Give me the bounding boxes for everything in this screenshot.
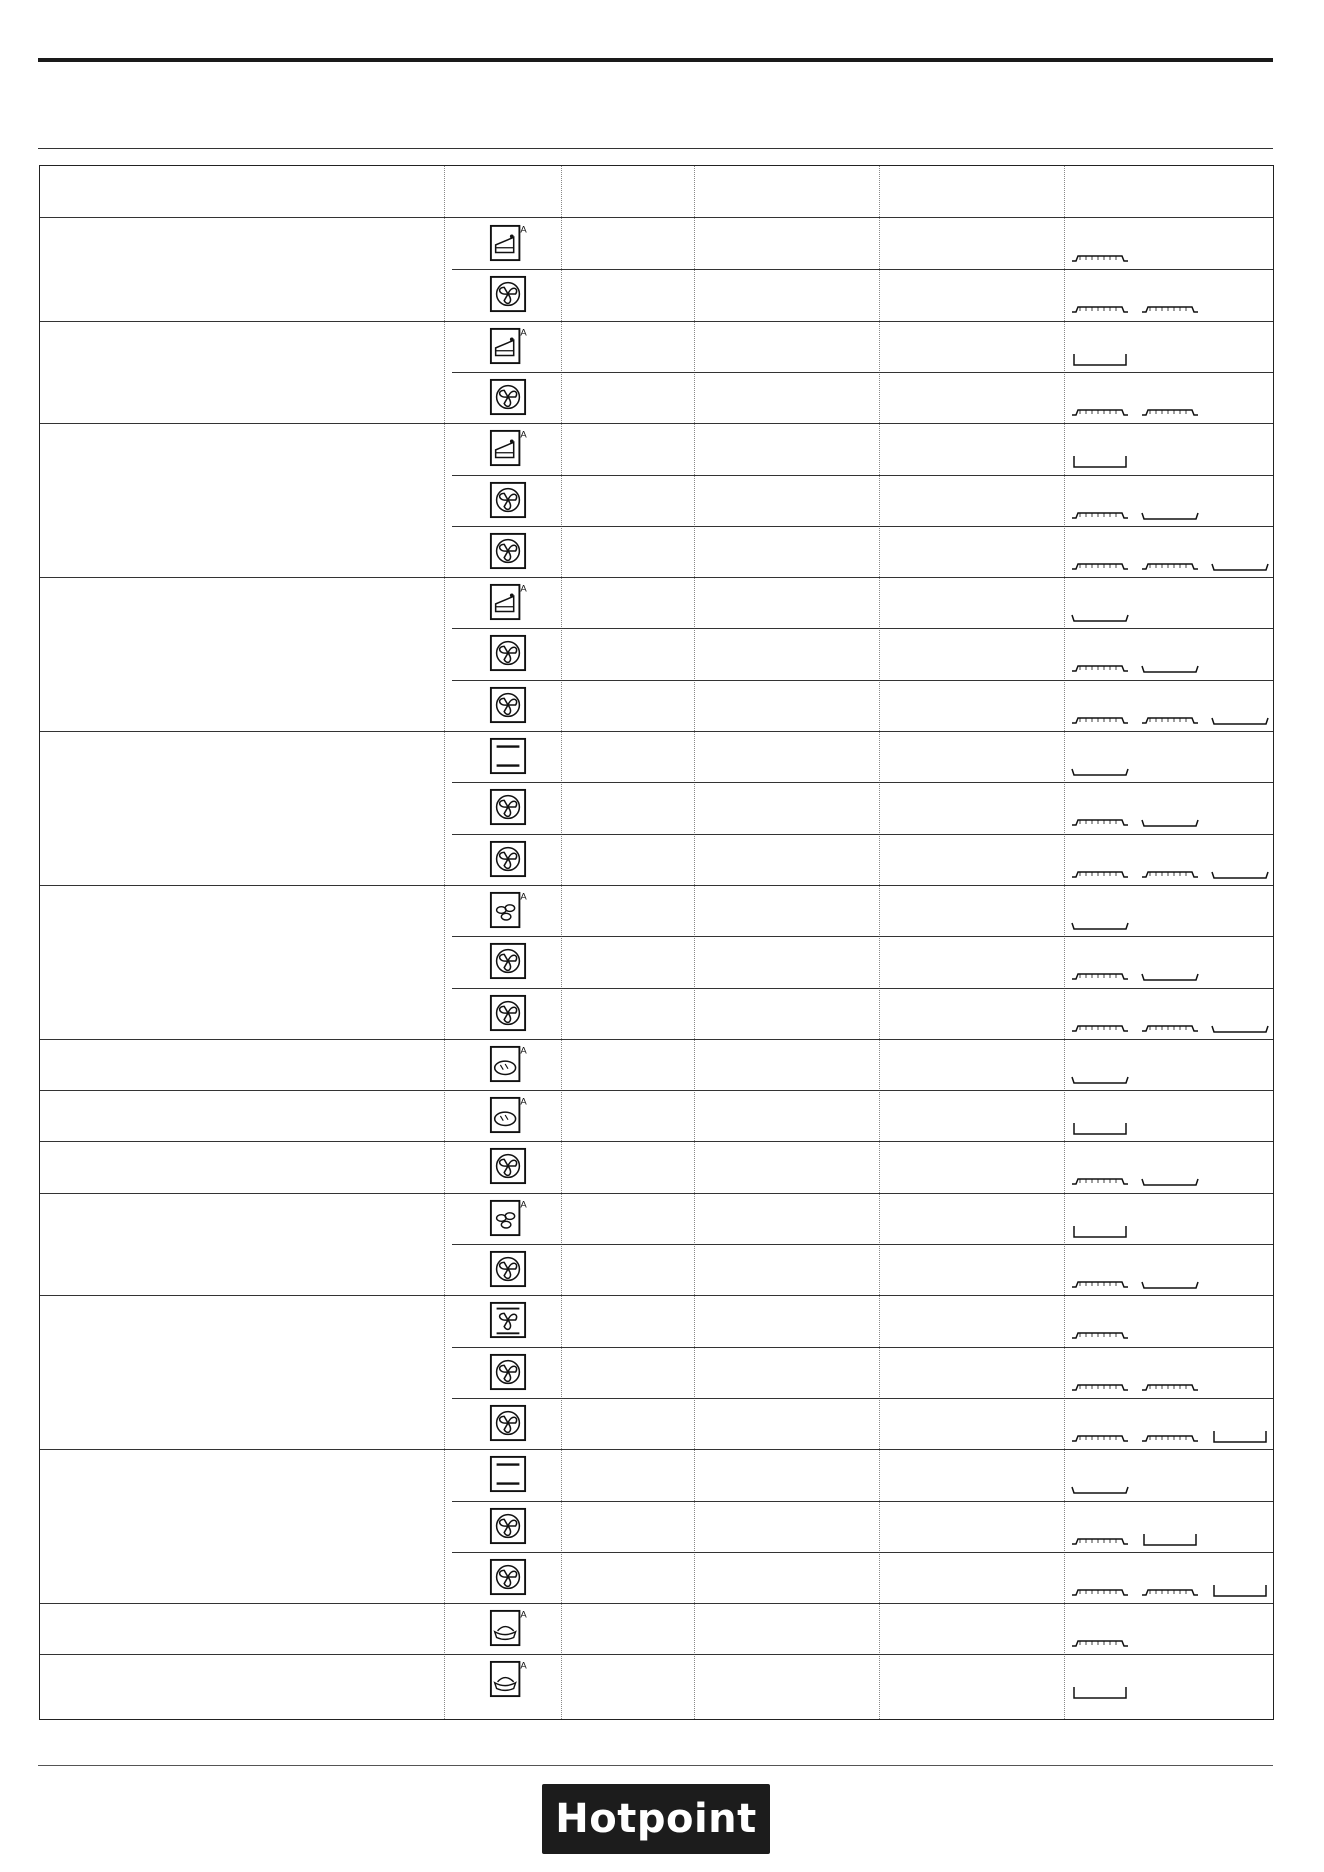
fan-icon <box>489 378 527 416</box>
pie-auto-icon <box>489 1609 527 1647</box>
flat-tray-shelf-icon <box>1210 1018 1270 1034</box>
group-divider <box>40 1603 1273 1604</box>
row-divider <box>452 372 1273 373</box>
rack-shelf-icon <box>1070 1171 1130 1187</box>
cake-auto-icon <box>489 583 527 621</box>
group-divider <box>40 423 1273 424</box>
footer-rule <box>38 1765 1273 1766</box>
rack-shelf-icon <box>1140 1428 1200 1444</box>
row-divider <box>452 1244 1273 1245</box>
fan-icon <box>489 1147 527 1185</box>
row-divider <box>452 834 1273 835</box>
group-divider <box>40 1193 1273 1194</box>
row-divider <box>452 782 1273 783</box>
rack-shelf-icon <box>1070 1325 1130 1341</box>
fan-icon <box>489 942 527 980</box>
svg-text:A: A <box>520 327 527 339</box>
col-divider <box>694 166 695 1719</box>
deep-tray-shelf-icon <box>1070 453 1130 469</box>
deep-tray-shelf-icon <box>1210 1428 1270 1444</box>
flat-tray-shelf-icon <box>1140 812 1200 828</box>
col-divider <box>1064 166 1065 1719</box>
rack-shelf-icon <box>1070 1377 1130 1393</box>
svg-text:A: A <box>520 891 527 903</box>
rack-shelf-icon <box>1070 812 1130 828</box>
rack-shelf-icon <box>1070 505 1130 521</box>
row-divider <box>452 988 1273 989</box>
group-divider <box>40 1141 1273 1142</box>
rack-shelf-icon <box>1070 556 1130 572</box>
col-divider <box>444 166 445 1719</box>
fan-icon <box>489 994 527 1032</box>
rack-shelf-icon <box>1140 556 1200 572</box>
cookies-auto-icon <box>489 1199 527 1237</box>
row-divider <box>452 680 1273 681</box>
svg-text:A: A <box>520 1045 527 1057</box>
row-divider <box>452 269 1273 270</box>
flat-tray-shelf-icon <box>1210 556 1270 572</box>
fan-icon <box>489 1558 527 1596</box>
group-divider <box>40 1295 1273 1296</box>
rack-shelf-icon <box>1140 299 1200 315</box>
top-rule <box>38 58 1273 62</box>
bread-auto-icon <box>489 1045 527 1083</box>
group-divider <box>40 577 1273 578</box>
rack-shelf-icon <box>1140 1018 1200 1034</box>
fan-icon <box>489 1250 527 1288</box>
flat-tray-shelf-icon <box>1070 761 1130 777</box>
flat-tray-shelf-icon <box>1210 710 1270 726</box>
deep-tray-shelf-icon <box>1070 1120 1130 1136</box>
svg-text:A: A <box>520 1096 527 1108</box>
rack-shelf-icon <box>1070 658 1130 674</box>
conventional-icon <box>489 737 527 775</box>
group-divider <box>40 885 1273 886</box>
bread-auto-icon <box>489 1096 527 1134</box>
rack-shelf-icon <box>1070 1018 1130 1034</box>
header-rule <box>38 148 1273 149</box>
svg-text:A: A <box>520 429 527 441</box>
group-divider <box>40 731 1273 732</box>
group-divider <box>40 1090 1273 1091</box>
flat-tray-shelf-icon <box>1140 505 1200 521</box>
row-divider <box>452 936 1273 937</box>
logo-text: Hotpoint <box>555 1796 757 1842</box>
flat-tray-shelf-icon <box>1070 1069 1130 1085</box>
flat-tray-shelf-icon <box>1070 1479 1130 1495</box>
rack-shelf-icon <box>1140 710 1200 726</box>
fan-icon <box>489 481 527 519</box>
flat-tray-shelf-icon <box>1140 1274 1200 1290</box>
hotpoint-logo <box>542 1784 770 1854</box>
row-divider <box>452 1398 1273 1399</box>
svg-text:A: A <box>520 1199 527 1211</box>
row-divider <box>452 475 1273 476</box>
svg-text:A: A <box>520 1609 527 1621</box>
flat-tray-shelf-icon <box>1140 658 1200 674</box>
deep-tray-shelf-icon <box>1070 1684 1130 1700</box>
rack-shelf-icon <box>1140 864 1200 880</box>
deep-tray-shelf-icon <box>1070 1223 1130 1239</box>
row-divider <box>452 628 1273 629</box>
rack-shelf-icon <box>1140 402 1200 418</box>
rack-shelf-icon <box>1070 1531 1130 1547</box>
svg-text:A: A <box>520 224 527 236</box>
row-divider <box>452 1552 1273 1553</box>
col-divider <box>561 166 562 1719</box>
group-divider <box>40 1039 1273 1040</box>
cookies-auto-icon <box>489 891 527 929</box>
rack-shelf-icon <box>1070 1274 1130 1290</box>
cake-auto-icon <box>489 429 527 467</box>
deep-tray-shelf-icon <box>1140 1531 1200 1547</box>
group-divider <box>40 1449 1273 1450</box>
fan-icon <box>489 686 527 724</box>
fan-icon <box>489 1507 527 1545</box>
conventional-icon <box>489 1455 527 1493</box>
svg-text:A: A <box>520 1660 527 1672</box>
row-divider <box>452 526 1273 527</box>
row-divider <box>452 1347 1273 1348</box>
svg-text:A: A <box>520 583 527 595</box>
flat-tray-shelf-icon <box>1140 966 1200 982</box>
baking-table <box>39 165 1274 1720</box>
fan-icon <box>489 840 527 878</box>
pie-auto-icon <box>489 1660 527 1698</box>
deep-tray-shelf-icon <box>1070 351 1130 367</box>
flat-tray-shelf-icon <box>1140 1171 1200 1187</box>
row-divider <box>452 1501 1273 1502</box>
fan-icon <box>489 1353 527 1391</box>
fan-icon <box>489 532 527 570</box>
rack-shelf-icon <box>1070 966 1130 982</box>
rack-shelf-icon <box>1070 1428 1130 1444</box>
rack-shelf-icon <box>1070 864 1130 880</box>
rack-shelf-icon <box>1070 402 1130 418</box>
col-divider <box>879 166 880 1719</box>
deep-tray-shelf-icon <box>1210 1582 1270 1598</box>
cake-auto-icon <box>489 327 527 365</box>
group-divider <box>40 321 1273 322</box>
rack-shelf-icon <box>1070 248 1130 264</box>
flat-tray-shelf-icon <box>1070 915 1130 931</box>
rack-shelf-icon <box>1070 710 1130 726</box>
fan-grill-icon <box>489 1301 527 1339</box>
rack-shelf-icon <box>1140 1582 1200 1598</box>
fan-icon <box>489 634 527 672</box>
header-row-divider <box>40 217 1273 218</box>
flat-tray-shelf-icon <box>1070 607 1130 623</box>
rack-shelf-icon <box>1140 1377 1200 1393</box>
flat-tray-shelf-icon <box>1210 864 1270 880</box>
fan-icon <box>489 788 527 826</box>
cake-auto-icon <box>489 224 527 262</box>
fan-icon <box>489 275 527 313</box>
fan-icon <box>489 1404 527 1442</box>
rack-shelf-icon <box>1070 1633 1130 1649</box>
rack-shelf-icon <box>1070 299 1130 315</box>
rack-shelf-icon <box>1070 1582 1130 1598</box>
group-divider <box>40 1654 1273 1655</box>
